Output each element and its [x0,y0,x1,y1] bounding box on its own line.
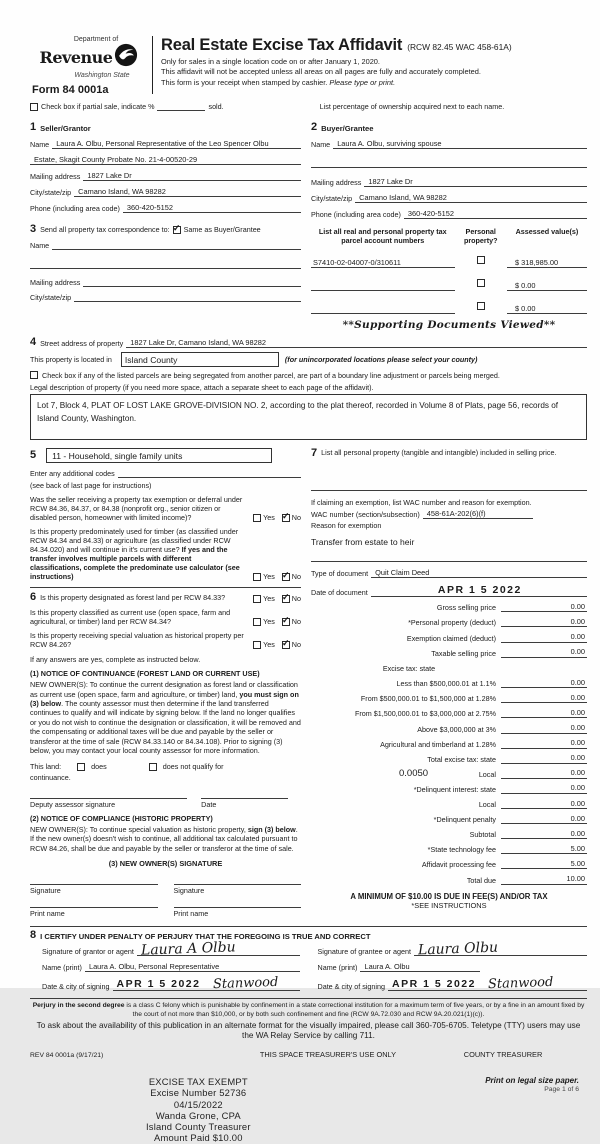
exemption-no-checkbox[interactable]: ✓ [282,511,290,521]
table-row [311,250,587,268]
property-street-field[interactable]: 1827 Lake Dr, Camano Island, WA 98282 [126,338,587,349]
local-tax-field[interactable]: 0.00 [501,768,587,779]
seller-mailing-field[interactable]: 1827 Lake Dr [83,171,301,182]
document-date-field[interactable] [371,584,587,598]
section-4-number: 4 [30,336,37,348]
current-use-yes-checkbox[interactable] [253,618,261,626]
grantee-date-city-field[interactable] [388,974,587,993]
gross-selling-price-field[interactable]: 0.00 [501,602,587,613]
timber-question: Is this property predominately used for timber (as classified under RCW 84.34 and 84.33) or agriculture (as classified under RCW 84.34.020) and will continue in it's current use? If yes and the transfer involves multiple parcels with different classifications, complete the predominate use calculator (see instructions) [30,527,240,581]
dept-of-label: Department of [73,36,119,43]
print-legal-size-note: Print on legal size paper. [485,1076,579,1085]
section-1-heading: Seller/Grantor [40,124,91,133]
notice1-body: NEW OWNER(S): To continue the current designation as forest land or classification as current use (open space, farm and agriculture, or timber) land, you must sign on (3) below. The county assessor must then determine if the land transferred continues to qualify and will indicate by signing below. If the land no longer qualifies or you do not wish to continue the designation or classification, it will be removed and the compensating or additional taxes will be due and payable by the seller or transferor at the time of sale (RCW 84.33.140 or 84.34.108). Prior to signing (3) below, you may contact your local county assessor for more information. [30,680,301,755]
subtotal-field[interactable]: 0.00 [501,829,587,840]
grantor-date-city-field[interactable] [113,974,300,993]
parcel-table-header: List all real and personal property tax parcel account numbers Personal property? Assessed value(s) [318,227,579,245]
timber-yes-checkbox[interactable] [253,573,261,581]
reason-for-exemption-label: Reason for exemption [311,521,382,531]
reason-for-exemption-field[interactable]: Transfer from estate to heir [311,536,415,547]
seller-city-field[interactable]: Camano Island, WA 98282 [74,187,301,198]
notice2-title: (2) NOTICE OF COMPLIANCE (HISTORIC PROPERTY) [30,813,213,823]
sold-label: sold. [208,102,224,111]
document-type-field[interactable]: Quit Claim Deed [371,568,587,579]
tier2-tax-field[interactable]: 0.00 [501,693,587,704]
historic-no-checkbox[interactable]: ✓ [282,638,290,648]
section-3-heading: Send all property tax correspondence to: [40,225,170,234]
alternate-format-note: To ask about the availability of this publication in an alternate format for the visually impaired, please call 360-705-6705. Teletype (TTY) users may use the WA Relay Service by calling 711. [36,1021,581,1040]
form-number: Form 84 0001a [32,84,109,96]
if-yes-note: If any answers are yes, complete as instructed below. [30,655,201,664]
table-row [311,273,587,291]
delinquent-interest-local-field[interactable]: 0.00 [501,799,587,810]
partial-sale-label: Check box if partial sale, indicate % [41,102,155,111]
agency-name: Revenue [39,48,113,67]
personal-property-list-field[interactable] [311,481,587,491]
grantor-signature-field[interactable] [137,939,300,959]
grantee-date-stamp: APR 1 5 2022 [392,977,476,990]
instruction-line-1: Only for sales in a single location code on or after January 1, 2020. [161,56,380,66]
buyer-name-field[interactable]: Laura A. Olbu, surviving spouse [333,139,587,150]
buyer-phone-field[interactable]: 360-420-5152 [404,209,587,220]
section-3-number: 3 [30,223,37,235]
parcel-number-field[interactable] [311,282,455,292]
new-owner-print-name-field-1[interactable] [30,895,158,908]
partial-sale-checkbox[interactable] [30,103,38,111]
total-due-field[interactable]: 10.00 [501,874,587,885]
assessed-value-field[interactable]: $ 0.00 [507,304,587,315]
new-owner-signature-field-2[interactable] [174,872,302,885]
county-treasurer-label: COUNTY TREASURER [463,1050,543,1059]
correspondence-mailing-field[interactable] [83,278,301,288]
tax-exemption-question: Was the seller receiving a property tax exemption or deferral under RCW 84.36, 84.37, or 84.38 (nonprofit org., senior citizen or disabled person, homeowner with limited income)? [30,495,243,522]
buyer-name-extra-line[interactable] [311,158,587,168]
assessed-value-field[interactable]: $ 0.00 [507,281,587,292]
current-use-question: Is this property classified as current use (open space, farm and agricultural, or timber) land per RCW 84.34? [30,608,231,626]
header-divider [152,36,153,94]
parcel-number-field[interactable]: S7410-02-04007-0/310611 [311,258,455,269]
agricultural-tax-field[interactable]: 0.00 [501,738,587,749]
county-note: (for unincorporated locations please select your county) [284,355,478,364]
notice2-body: NEW OWNER(S): To continue special valuation as historic property, sign (3) below. If the new owner(s) doesn't wish to continue, all additional tax calculated pursuant to RCW 84.26, shall be due and payable by the seller or transferor at the time of sale. [30,824,298,853]
tier4-tax-field[interactable]: 0.00 [501,723,587,734]
section-2-number: 2 [311,121,318,133]
treasurer-stamp: EXCISE TAX EXEMPT Excise Number 52736 04/15/2022 Wanda Grone, CPA Island County Treasurer Amount Paid $10.00 [146,1076,251,1144]
revenue-logo-icon [114,43,138,72]
segregated-label: Check box if any of the listed parcels are being segregated from another parcel, are part of a boundary line adjustment or parcels being merged. [42,371,500,380]
historic-yes-checkbox[interactable] [253,641,261,649]
buyer-city-field[interactable]: Camano Island, WA 98282 [355,193,587,204]
land-use-code-select[interactable]: 11 - Household, single family units [46,448,272,463]
minimum-fee-note: A MINIMUM OF $10.00 IS DUE IN FEE(S) AND/OR TAX [350,891,548,901]
section-2-heading: Buyer/Grantee [321,124,374,133]
same-as-buyer-label: Same as Buyer/Grantee [183,225,261,234]
county-select[interactable]: Island County [121,352,279,367]
forest-no-checkbox[interactable]: ✓ [282,592,290,602]
land-does-checkbox[interactable] [77,763,85,771]
historic-question: Is this property receiving special valuation as historical property per RCW 84.26? [30,631,244,649]
personal-property-checkbox-3[interactable] [477,302,485,310]
title-rcw-ref: (RCW 82.45 WAC 458-61A) [407,42,512,52]
section-7-number: 7 [311,447,318,459]
perjury-paragraph: Perjury in the second degree is a class C felony which is punishable by confinement in a state correctional institution for a maximum term of five years, or by a fine in an amount fixed by the court of not more than $10,000, or by both such confinement and fine (RCW 9A.72.030 and RCW 9A.20.021(1)(c)). [30,998,587,1019]
grantee-signature-script: Laura Olbu [417,939,499,959]
section-7-heading: List all personal property (tangible and intangible) included in selling price. [321,448,557,457]
section-5-number: 5 [30,449,37,461]
section-8-number: 8 [30,928,37,941]
tier3-tax-field[interactable]: 0.00 [501,708,587,719]
instruction-line-2: This affidavit will not be accepted unless all areas on all pages are fully and accurately completed. [161,67,481,77]
current-use-no-checkbox[interactable]: ✓ [282,615,290,625]
buyer-mailing-field[interactable]: 1827 Lake Dr [364,177,587,188]
tier1-tax-field[interactable]: 0.00 [501,678,587,689]
exemption-claim-note: If claiming an exemption, list WAC number and reason for exemption. [311,497,532,507]
grantor-print-name-field[interactable]: Laura A. Olbu, Personal Representative [85,962,300,973]
correspondence-name-extra-line[interactable] [30,259,301,269]
correspondence-name-field[interactable] [52,241,301,251]
section-1-number: 1 [30,121,37,133]
certification-statement: I CERTIFY UNDER PENALTY OF PERJURY THAT THE FOREGOING IS TRUE AND CORRECT [40,931,371,941]
agency-logo-block [30,36,148,96]
grantor-signature-script: Laura A Olbu [140,939,236,959]
affidavit-processing-fee-field[interactable]: 5.00 [501,859,587,870]
grantor-date-stamp: APR 1 5 2022 [116,977,201,990]
total-state-tax-field[interactable]: 0.00 [501,753,587,764]
supporting-documents-stamp: **Supporting Documents Viewed** [342,319,556,331]
additional-codes-field[interactable] [118,469,301,479]
grantee-city-script: Stanwood [487,974,554,993]
notice3-title: (3) NEW OWNER(S) SIGNATURE [108,858,223,868]
legal-description-label: Legal description of property (if you need more space, attach a separate sheet to each page of the affidavit). [30,383,374,392]
new-owner-print-name-field-2[interactable] [174,895,302,908]
grantor-city-script: Stanwood [212,974,279,993]
seller-phone-field[interactable]: 360-420-5152 [123,203,301,214]
form-revision-label: REV 84 0001a (9/17/21) [30,1052,104,1059]
instruction-line-3: This form is your receipt when stamped by cashier. Please type or print. [161,78,396,87]
grantee-signature-field[interactable] [414,939,587,959]
exemption-claimed-field[interactable]: 0.00 [501,632,587,643]
forest-land-question: 6 Is this property designated as forest land per RCW 84.33? [30,591,226,603]
partial-sale-percent-field[interactable] [157,102,205,111]
excise-tax-state-header: Excise tax: state [382,664,436,674]
wac-number-field[interactable]: 458-61A-202(6)(f) [423,509,533,520]
state-technology-fee-field[interactable]: 5.00 [501,844,587,855]
washington-state-label: Washington State [74,72,130,79]
deputy-assessor-signature-line[interactable]: Deputy assessor signature [30,798,187,809]
land-does-not-checkbox[interactable] [149,763,157,771]
personal-property-deduct-field[interactable]: 0.00 [501,617,587,628]
timber-no-checkbox[interactable]: ✓ [282,570,290,580]
local-rate-value: 0.0050 [399,767,429,779]
page-number: Page 1 of 6 [544,1086,579,1093]
see-instructions-note: *SEE INSTRUCTIONS [411,900,487,910]
seller-name-field[interactable]: Laura A. Olbu, Personal Representative of the Leo Spencer Olbu [52,139,301,150]
parcel-number-field[interactable] [311,305,455,315]
personal-property-checkbox-1[interactable] [477,256,485,264]
same-as-buyer-checkbox[interactable]: ✓ [172,223,181,233]
forest-yes-checkbox[interactable] [253,595,261,603]
exemption-yes-checkbox[interactable] [253,514,261,522]
page-title: Real Estate Excise Tax Affidavit [161,36,403,54]
deputy-date-line[interactable]: Date [201,798,288,809]
personal-property-checkbox-2[interactable] [477,279,485,287]
land-qualify-row: This land: does does not qualify for continuance. [30,762,224,783]
additional-codes-note: (see back of last page for instructions) [30,481,152,490]
treasurer-use-label: THIS SPACE TREASURER'S USE ONLY [259,1050,397,1059]
delinquent-penalty-field[interactable]: 0.00 [501,814,587,825]
correspondence-city-field[interactable] [74,293,301,303]
seller-name-field-line2[interactable]: Estate, Skagit County Probate No. 21-4-00520-29 [30,155,301,166]
assessed-value-field[interactable]: $ 318,985.00 [507,258,587,269]
ownership-note: List percentage of ownership acquired next to each name. [319,102,505,111]
form-header [30,36,587,96]
grantee-print-name-field[interactable]: Laura A. Olbu [360,962,480,973]
affidavit-page: Department of Revenue Washington State Form 84 0001a Real Estate Excise Tax Affidavit (RCW 82.45 WAC 458-61A) Only for sales in a single location code on or after January 1, 2020. This affidavit will not be accepted unless all areas on all pages are fully and accurately completed. This form is your receipt when stamped by cashier. Please type or print. Check box if partial sale, indicate % sold. List percentage of ownership acquired next to each name. 1 Seller/Grantor Name Laura A. Olbu, Personal Representative of the Leo Spencer Olbu Estate, Skagit County Probate No. 21-4-00520-29 Mailing address 1827 Lake Dr City/state/zip Camano Island, WA 98282 Phone (including area code) 360-420-5152 3 Send all property tax correspondence to: ✓ Same as Buyer/Grantee Name Mailing address City/state/zip 2 Buyer/Grantee Name Laura A. Olbu, surviving spouse Mailing address 1827 Lake Dr City/state/zip Camano Island, WA 98282 Phone (including area code) 360-420-5152 List all real and personal property tax parcel account numbers Personal property? Assessed value(s) S7410-02-04007-0/310611 $ 318,985.00 $ 0.00 $ 0.00 **Supporting Documents Viewed** 4 Street address of property 1827 Lake Dr, Camano Island, WA 98282 This property is located in Island County (for unincorporated locations please select your county) Check box if any of the listed parcels are being segregated from another parcel, are part of a boundary line adjustment or parcels being merged. Legal description of property (if you need more space, attach a separate sheet to each page of the affidavit). Lot 7, Block 4, PLAT OF LOST LAKE GROVE-DIVISION NO. 2, according to the plat thereof, recorded in Volume 8 of Plats, page 56, records of Island County, Washington. 5 11 - Household, single family units Enter any additional codes (see back of last page for instructions) Was the seller receiving a property tax exemption or deferral under RCW 84.36, 84.37, or 84.38 (nonprofit org., senior citizen or disabled person, homeowner with limited income)? Yes ✓ No Is this property predominately used for timber (as classified under RCW 84.34 and 84.33) or agriculture (as classified under RCW 84.34.020) and will continue in it's current use? If yes and the transfer involves multiple parcels with different classifications, complete the predominate use calculator (see instructions) Yes ✓ No 6 Is this property designated as forest land per RCW 84.33? Yes ✓ No Is this property classified as current use (open space, farm and agricultural, or timber) land per RCW 84.34? Yes ✓ No Is this property receiving special valuation as historical property per RCW 84.26? Yes ✓ No If any answers are yes, complete as instructed below. (1) NOTICE OF CONTINUANCE (FOREST LAND OR CURRENT USE) NEW OWNER(S): To continue the current designation as forest land or classification as current use (open space, farm and agriculture, or timber) land, you must sign on (3) below. The county assessor must then determine if the land transferred continues to qualify and will indicate by signing below. If the land no longer qualifies or you do not wish to continue the designation or classification, it will be removed and the compensating or additional taxes will be due and payable by the seller or transferor at the time of sale (RCW 84.33.140 or 84.34.108). Prior to signing (3) below, you may contact your local county assessor for more information. This land: does does not qualify for continuance. Deputy assessor signature Date (2) NOTICE OF COMPLIANCE (HISTORIC PROPERTY) NEW OWNER(S): To continue special valuation as historic property, sign (3) below. If the new owner(s) doesn't wish to continue, all additional tax calculated pursuant to RCW 84.26, shall be due and payable by the seller or transferor at the time of sale. (3) NEW OWNER(S) SIGNATURE Signature Print name Signature Print name 7 List all personal property (tangible and intangible) included in selling price. If claiming an exemption, list WAC number and reason for exemption. WAC number (section/subsection) 458-61A-202(6)(f) Reason for exemption Transfer from estate to heir Type of document Quit Claim Deed Date of document APR 1 5 2022 Gross selling price 0.00 *Personal property (deduct) 0.00 Exemption claimed (deduct) 0.00 Taxable selling price 0.00 Excise tax: state Less than $500,000.01 at 1.1% 0.00 From $500,000.01 to $1,500,000 at 1.28% 0.00 From $1,500,000.01 to $3,000,000 at 2.75% 0.00 Above $3,000,000 at 3% 0.00 Agricultural and timberland at 1.28% 0.00 Total excise tax: state 0.00 0.0050 Local 0.00 *Delinquent interest: state 0.00 Local 0.00 *Delinquent penalty 0.00 Subtotal 0.00 *State technology fee 5.00 Affidavit processing fee 5.00 Total due 10.00 A MINIMUM OF $10.00 IS DUE IN FEE(S) AND/OR TAX *SEE INSTRUCTIONS 8 I CERTIFY UNDER PENALTY OF PERJURY THAT THE FOREGOING IS TRUE AND CORRECT Signature of grantor or agent Laura A Olbu Name (print) Laura A. Olbu, Personal Representative Date & city of signing APR 1 5 2022 Stanwood Signature of grantee or agent Laura Olbu Name (print) Laura A. Olbu Date & city of signing APR 1 5 2022 Stanwood Perjury in the second degree is a class C felony which is punishable by confinement in a state correctional institution for a maximum term of five years, or by a fine in an amount fixed by the court of not more than $10,000, or by both such confinement and fine (RCW 9A.72.030 and RCW 9A.20.021(1)(c)). To ask about the availability of this publication in an alternate format for the visually impaired, please call 360-705-6705. Teletype (TTY) users may use the WA Relay Service by calling 711. REV 84 0001a (9/17/21) THIS SPACE TREASURER'S USE ONLY COUNTY TREASURER EXCISE TAX EXEMPT Excise Number 52736 04/15/2022 Wanda Grone, CPA Island County Treasurer Amount Paid $10.00 Print on legal size paper. Page 1 of 6 [0,0,600,988]
taxable-selling-price-field[interactable]: 0.00 [501,647,587,658]
new-owner-signature-field-1[interactable] [30,872,158,885]
table-row [311,296,587,314]
legal-description-field[interactable]: Lot 7, Block 4, PLAT OF LOST LAKE GROVE-DIVISION NO. 2, according to the plat thereof, recorded in Volume 8 of Plats, page 56, records of Island County, Washington. [30,394,587,440]
segregated-checkbox[interactable] [30,371,38,379]
document-date-stamp: APR 1 5 2022 [437,583,522,596]
notice1-title: (1) NOTICE OF CONTINUANCE (FOREST LAND OR CURRENT USE) [30,669,260,679]
delinquent-interest-state-field[interactable]: 0.00 [501,783,587,794]
